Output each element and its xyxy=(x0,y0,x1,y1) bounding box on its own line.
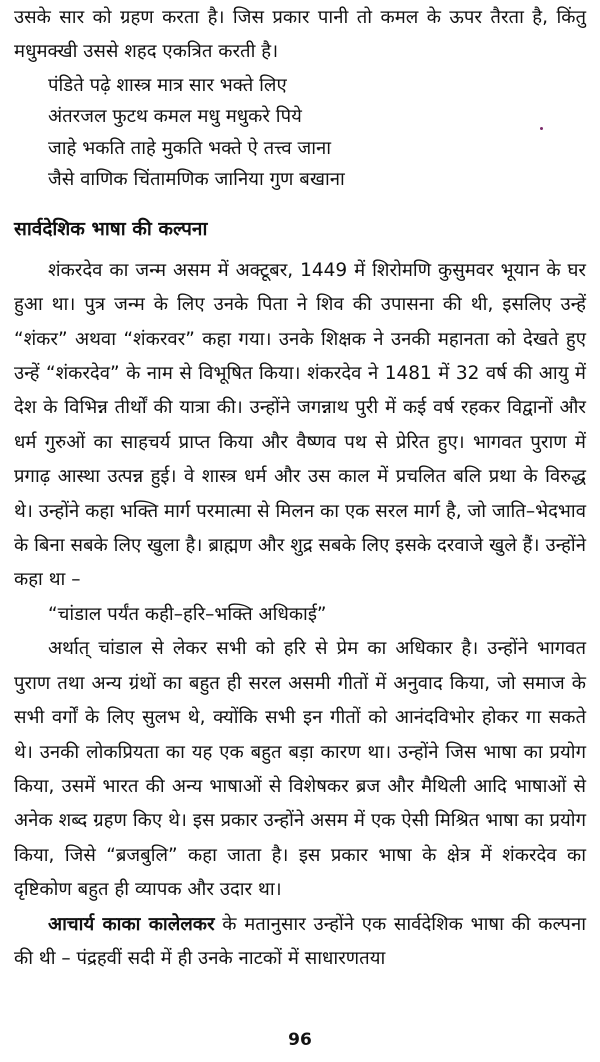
verse-line: अंतरजल फुटथ कमल मधु मधुकरे पिये xyxy=(48,106,302,128)
page-content xyxy=(14,0,586,976)
paragraph-3-text: के मतानुसार उन्होंने एक सार्वदेशिक भाषा की कल्पना की थी – पंद्रहवीं सदी में ही उनके नाटकों में साधारणतया xyxy=(14,913,586,969)
section-heading: सार्वदेशिक भाषा की कल्पना xyxy=(14,217,208,240)
ink-speck xyxy=(540,127,543,130)
body-paragraph-1: शंकरदेव का जन्म असम में अक्टूबर, 1449 में शिरोमणि कुसुमवर भूयान के घर हुआ था। पुत्र जन्म के लिए उनके पिता ने शिव की उपासना की थी, इसलिए उन्हें “शंकर” अथवा “शंकरवर” कहा गया। उनके शिक्षक ने उनकी महानता को देखते हुए उन्हें “शंकरदेव” के नाम से विभूषित किया। शंकरदेव ने 1481 में 32 वर्ष की आयु में देश के विभिन्न तीर्थों की यात्रा की। उन्होंने जगन्नाथ पुरी में कई वर्ष रहकर विद्वानों और धर्म गुरुओं का साहचर्य प्राप्त किया और वैष्णव पथ से प्रेरित हुए। भागवत पुराण में प्रगाढ़ आस्था उत्पन्न हुई। वे शास्त्र धर्म और उस काल में प्रचलित बलि प्रथा के विरुद्ध थे। उन्होंने कहा भक्ति मार्ग परमात्मा से मिलन का एक सरल मार्ग है, जो जाति–भेदभाव के बिना सबके लिए खुला है। ब्राह्मण और शुद्र सबके लिए इसके दरवाजे खुले हैं। उन्होंने कहा था – xyxy=(14,259,586,591)
author-name: आचार्य काका कालेलकर xyxy=(48,913,215,935)
page-number: 96 xyxy=(288,1030,312,1050)
verse-line: जाहे भकति ताहे मुकति भक्ते ऐ तत्त्व जाना xyxy=(48,137,332,159)
quoted-line: “चांडाल पर्यंत कही–हरि–भक्ति अधिकाई” xyxy=(48,603,327,625)
body-paragraph-3 xyxy=(14,908,586,977)
verse-line: पंडिते पढ़े शास्त्र मात्र सार भक्ते लिए xyxy=(48,74,287,96)
body-paragraph-2: अर्थात् चांडाल से लेकर सभी को हरि से प्रेम का अधिकार है। उन्होंने भागवत पुराण तथा अन्य ग्रंथों का बहुत ही सरल असमी गीतों में अनुवाद किया, जो समाज के सभी वर्गों के लिए सुलभ थे, क्योंकि सभी इन गीतों को आनंदविभोर होकर गा सकते थे। उनकी लोकप्रियता का यह एक बहुत बड़ा कारण था। उन्होंने जिस भाषा का प्रयोग किया, उसमें भारत की अन्य भाषाओं से विशेषकर ब्रज और मैथिली आदि भाषाओं से अनेक शब्द ग्रहण किए थे। इस प्रकार उन्होंने असम में एक ऐसी मिश्रित भाषा का प्रयोग किया, जिसे “ब्रजबुलि” कहा जाता है। इस प्रकार भाषा के क्षेत्र में शंकरदेव का दृष्टिकोण बहुत ही व्यापक और उदार था। xyxy=(14,638,586,901)
intro-paragraph: उसके सार को ग्रहण करता है। जिस प्रकार पानी तो कमल के ऊपर तैरता है, किंतु मधुमक्खी उससे शहद एकत्रित करती है। xyxy=(14,7,586,63)
verse-block xyxy=(14,70,586,196)
verse-line: जैसे वाणिक चिंतामणिक जानिया गुण बखाना xyxy=(48,169,345,191)
